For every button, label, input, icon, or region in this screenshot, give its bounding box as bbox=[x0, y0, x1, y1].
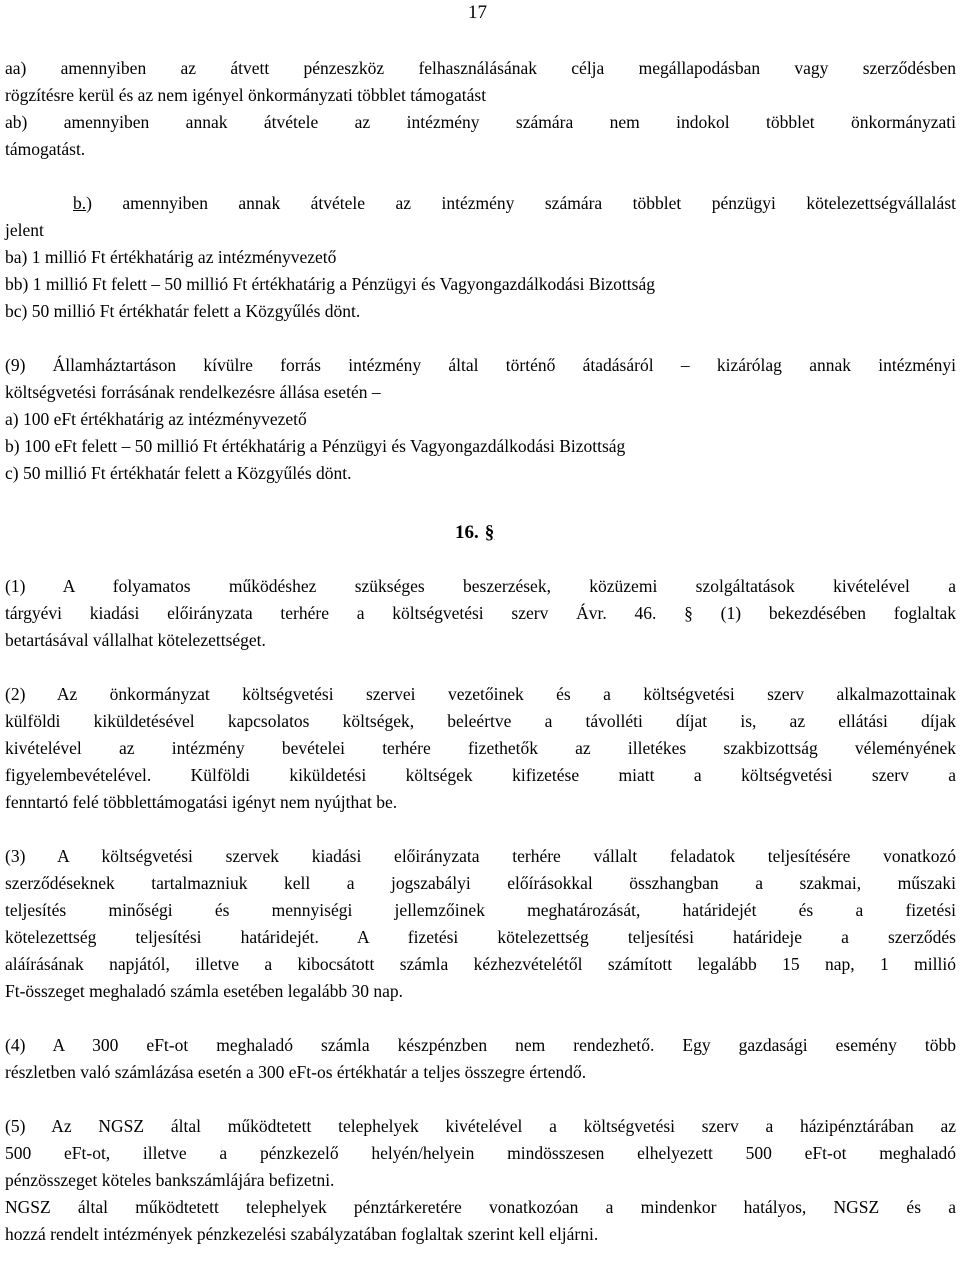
clause-aa-line-1: aa) amennyiben az átvett pénzeszköz felhasználásának célja megállapodásban vagy szerződésben bbox=[5, 58, 956, 78]
clause-aa-line-2: rögzítésre kerül és az nem igényel önkormányzati többlet támogatást bbox=[5, 85, 487, 105]
p4-line-2: részletben való számlázása esetén a 300 eFt-os értékhatár a teljes összegre értendő. bbox=[5, 1062, 587, 1082]
para-9-item-b: b) 100 eFt felett – 50 millió Ft értékhatárig a Pénzügyi és Vagyongazdálkodási Bizottság bbox=[5, 436, 626, 456]
p4-line-1: (4) A 300 eFt-ot meghaladó számla készpénzben nem rendezhető. Egy gazdasági esemény több bbox=[5, 1035, 956, 1055]
p3-line-3: teljesítés minőségi és mennyiségi jellemzőinek meghatározását, határidejét és a fizetési bbox=[5, 900, 956, 920]
clause-ab-line-1: ab) amennyiben annak átvétele az intézmény számára nem indokol többlet önkormányzati bbox=[5, 112, 956, 132]
p2-line-4: figyelembevételével. Külföldi kiküldetési költségek kifizetése miatt a költségvetési szerv a bbox=[5, 765, 956, 785]
p3-line-4: kötelezettség teljesítési határidejét. A fizetési kötelezettség teljesítési határideje a szerződés bbox=[5, 927, 956, 947]
p3-line-5: aláírásának napjától, illetve a kibocsátott számla kézhezvételétől számított legalább 15 nap, 1 millió bbox=[5, 954, 956, 974]
para-9-line-1: (9) Államháztartáson kívülre forrás intézmény által történő átadásáról – kizárólag annak intézményi bbox=[5, 355, 956, 375]
para-9-line-2: költségvetési forrásának rendelkezésre állása esetén – bbox=[5, 382, 381, 402]
clause-ba: ba) 1 millió Ft értékhatárig az intézményvezető bbox=[5, 247, 337, 267]
p2-line-1: (2) Az önkormányzat költségvetési szervei vezetőinek és a költségvetési szerv alkalmazottainak bbox=[5, 684, 956, 704]
p5-line-2: 500 eFt-ot, illetve a pénzkezelő helyén/helyein mindösszesen elhelyezett 500 eFt-ot meghaladó bbox=[5, 1143, 956, 1163]
p1-line-3: betartásával vállalhat kötelezettséget. bbox=[5, 630, 266, 650]
p3-line-2: szerződéseknek tartalmazniuk kell a jogszabályi előírásokkal összhangban a szakmai, műszaki bbox=[5, 873, 956, 893]
clause-ab-line-2: támogatást. bbox=[5, 139, 86, 159]
p5-line-3: pénzösszeget köteles bankszámlájára befizetni. bbox=[5, 1170, 335, 1190]
p3-line-1: (3) A költségvetési szervek kiadási előirányzata terhére vállalt feladatok teljesítésére vonatkozó bbox=[5, 846, 956, 866]
p2-line-2: külföldi kiküldetésével kapcsolatos költségek, beleértve a távolléti díjat is, az ellátási díjak bbox=[5, 711, 956, 731]
section-number: 16. bbox=[455, 522, 479, 543]
clause-bc: bc) 50 millió Ft értékhatár felett a Közgyűlés dönt. bbox=[5, 301, 361, 321]
clause-b-line-2: jelent bbox=[5, 220, 44, 240]
clause-bb: bb) 1 millió Ft felett – 50 millió Ft értékhatárig a Pénzügyi és Vagyongazdálkodási Bizottság bbox=[5, 274, 655, 294]
clause-b-marker: b. bbox=[73, 193, 87, 213]
clause-b-text: ) amennyiben annak átvétele az intézmény számára többlet pénzügyi kötelezettségvállalást bbox=[86, 193, 956, 213]
p2-line-3: kivételével az intézmény bevételei terhére fizethetők az illetékes szakbizottság véleményének bbox=[5, 738, 956, 758]
p5-line-4: NGSZ által működtetett telephelyek pénztárkeretére vonatkozóan a mindenkor hatályos, NGSZ és a bbox=[5, 1197, 956, 1217]
p1-line-2: tárgyévi kiadási előirányzata terhére a költségvetési szerv Ávr. 46. § (1) bekezdésében foglaltak bbox=[5, 603, 956, 623]
p2-line-5: fenntartó felé többlettámogatási igényt nem nyújthat be. bbox=[5, 792, 398, 812]
section-title bbox=[455, 519, 494, 546]
p1-line-1: (1) A folyamatos működéshez szükséges beszerzések, közüzemi szolgáltatások kivételével a bbox=[5, 576, 956, 596]
page-number: 17 bbox=[468, 2, 487, 23]
p3-line-6: Ft-összeget meghaladó számla esetében legalább 30 nap. bbox=[5, 981, 403, 1001]
clause-b-line-1 bbox=[73, 190, 956, 217]
p5-line-1: (5) Az NGSZ által működtetett telephelyek kivételével a költségvetési szerv a házipénztárában az bbox=[5, 1116, 956, 1136]
para-9-item-a: a) 100 eFt értékhatárig az intézményvezető bbox=[5, 409, 307, 429]
section-symbol: § bbox=[484, 522, 495, 543]
para-9-item-c: c) 50 millió Ft értékhatár felett a Közgyűlés dönt. bbox=[5, 463, 352, 483]
p5-line-5: hozzá rendelt intézmények pénzkezelési szabályzatában foglaltak szerint kell eljárni. bbox=[5, 1224, 599, 1244]
